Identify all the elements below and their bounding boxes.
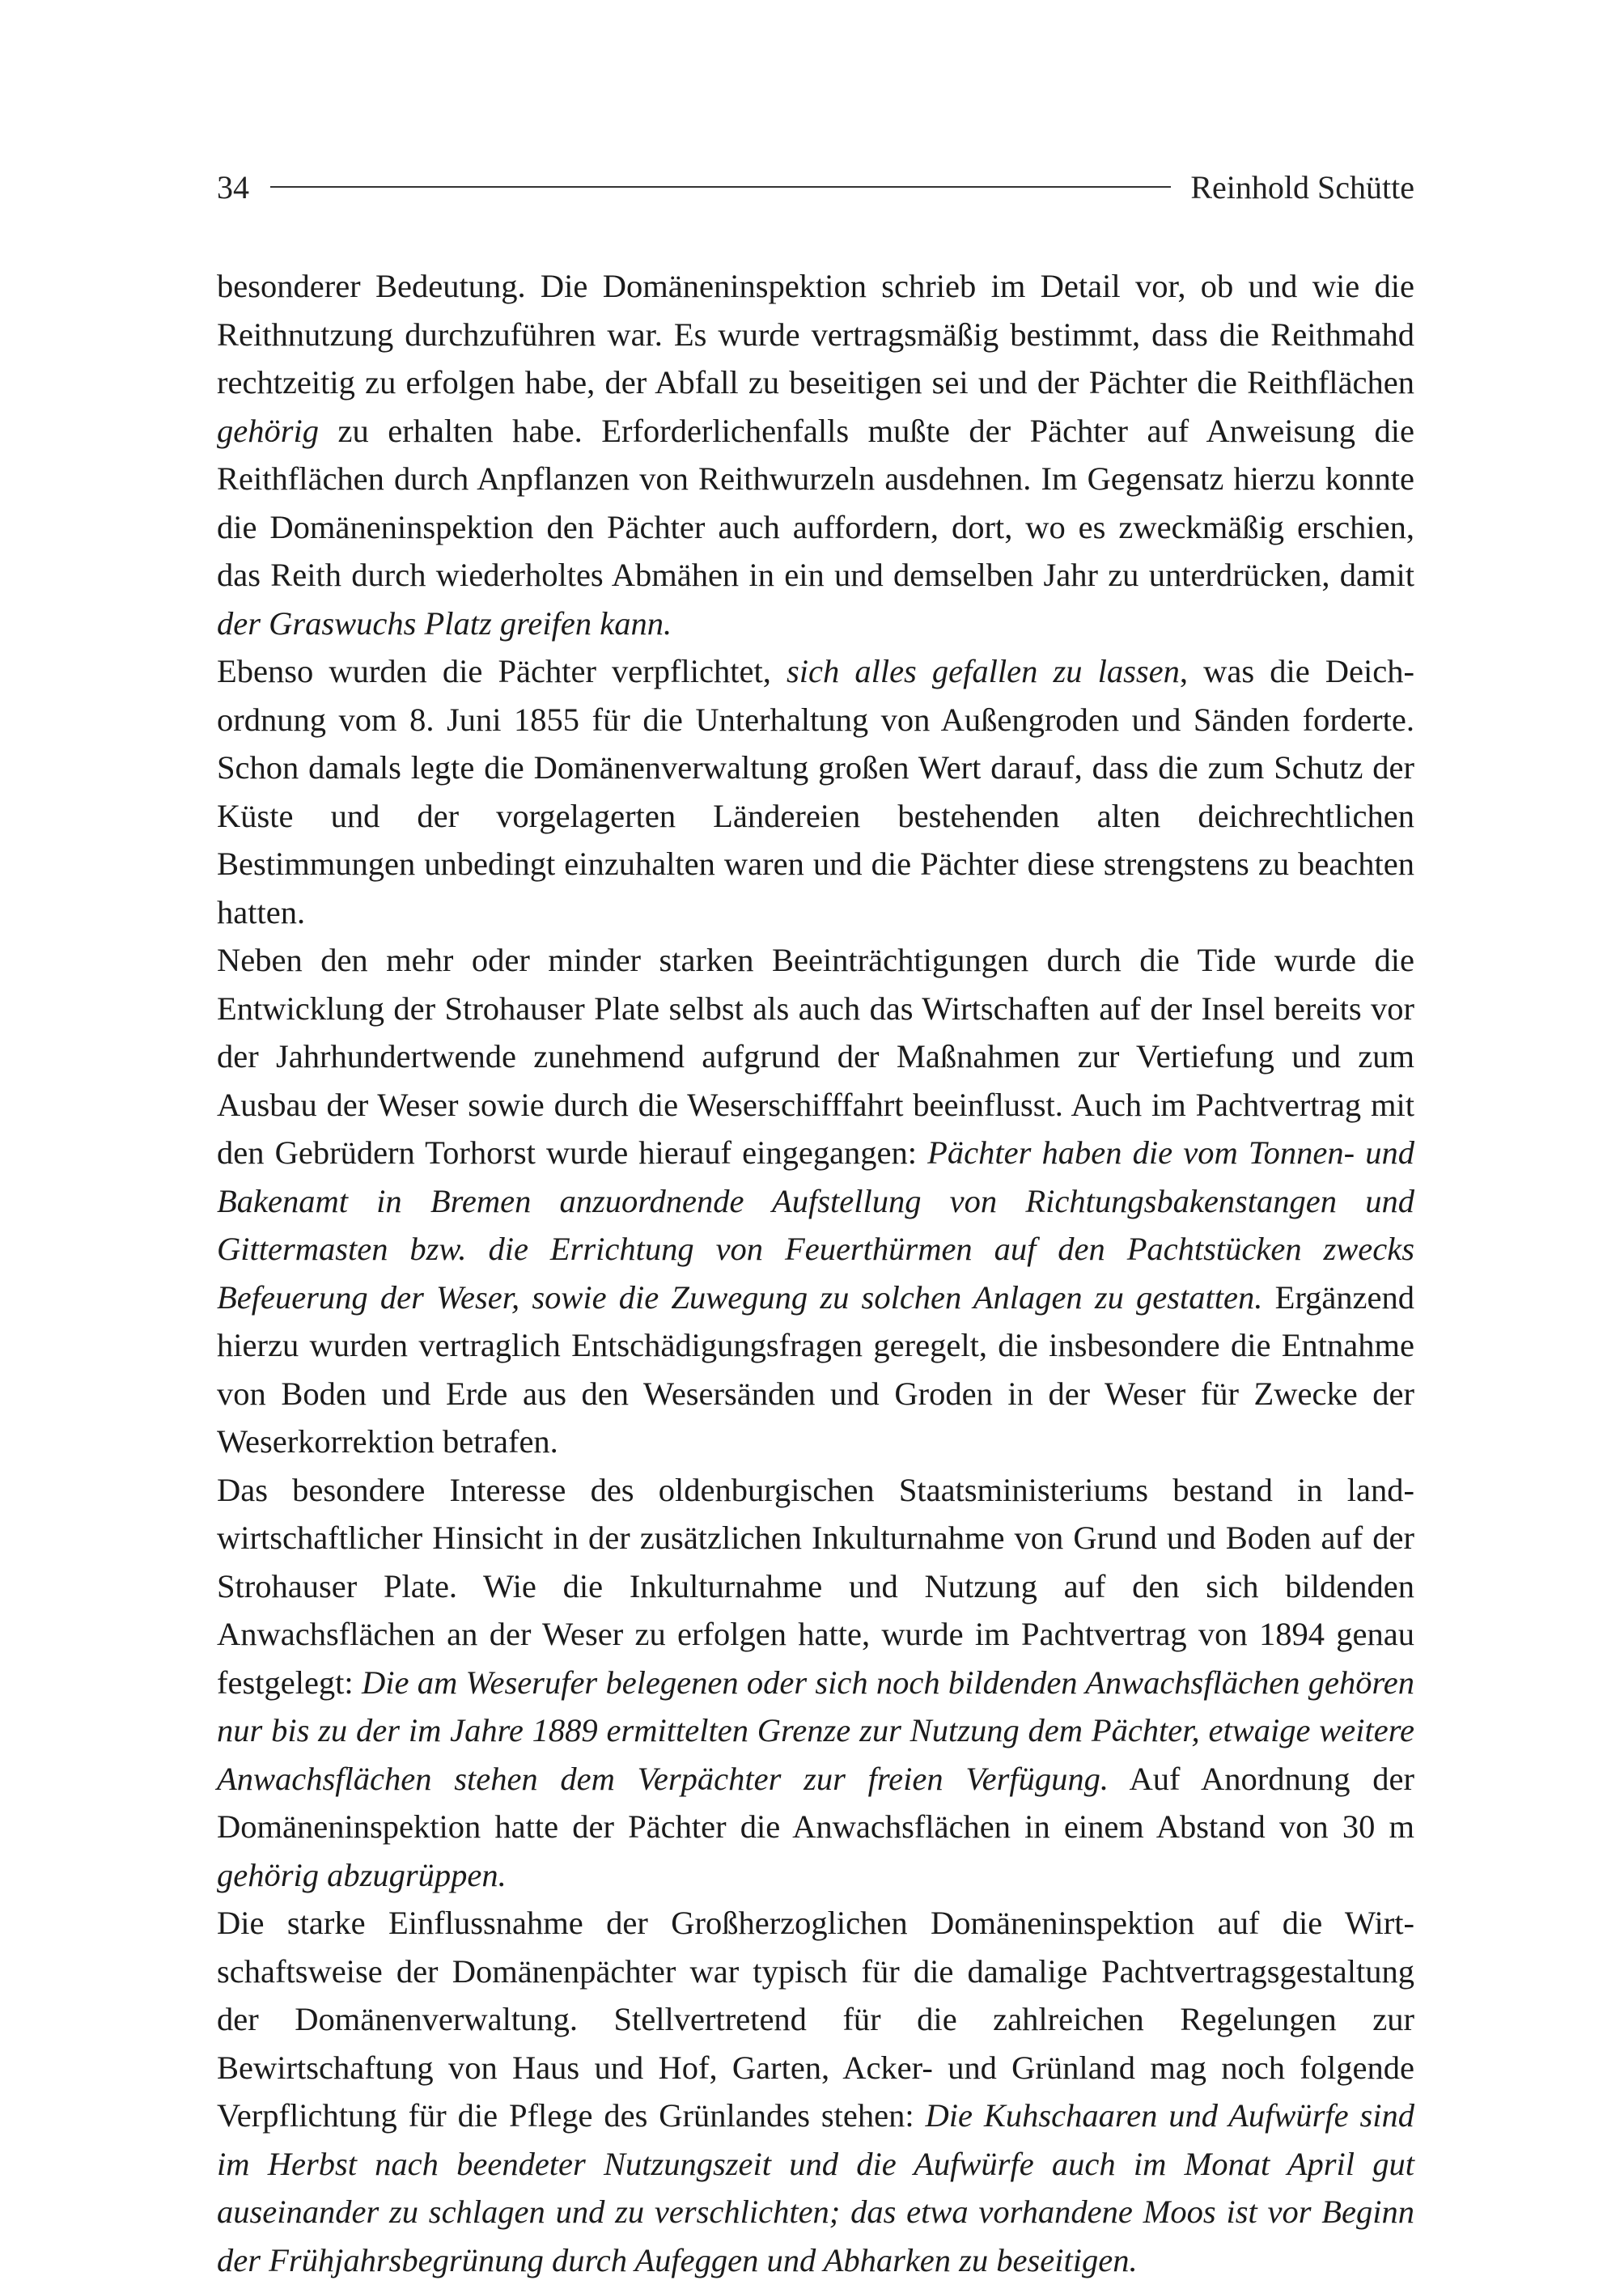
italic-quote: Die am Weserufer belegenen oder sich noch bildenden Anwachsflächen gehören nur bis zu der im Jahre 1889 ermittelten Grenze zur Nutzung dem Pächter, etwaige weitere Anwachsflächen stehen dem Verpächter zur freien Verfügung.: [217, 1664, 1414, 1797]
italic-quote: gehörig: [217, 412, 319, 449]
text-run: , was die Deichordnung vom 8. Juni 1855 für die Unterhaltung von Außengroden und Sänden forderte. Schon damals legte die Domänenverwaltung großen Wert darauf, dass die zum Schutz der Küste und der vorgelagerten Ländereien bestehenden alten deichrechtlichen Bestimmungen unbedingt einzuhalten waren und die Pächter diese strengstens zu beachten hatten.: [217, 653, 1415, 930]
italic-quote: der Graswuchs Platz greifen kann.: [217, 604, 672, 642]
text-run: Das besondere Interesse des oldenburgischen Staatsministeriums bestand in landwirtschaftlicher Hinsicht in der zusätzlichen Inkulturnahme von Grund und Boden auf der Strohauser Plate. Wie die Inkulturnahme und Nutzung auf den sich bildenden Anwachsflächen an der Weser zu erfolgen hatte, wurde im Pachtvertrag von 1894 genau festgelegt:: [217, 1471, 1414, 1701]
text-run: Die starke Einflussnahme der Großherzoglichen Domäneninspektion auf die Wirtschaftsweise der Domänenpächter war typisch für die damalige Pachtvertragsgestaltung der Domänenverwaltung. Stellvertretend für die zahlreichen Regelungen zur Bewirtschaftung von Haus und Hof, Garten, Acker- und Grünland mag noch folgende Verpflichtung für die Pflege des Grünlandes stehen:: [217, 1905, 1414, 2134]
italic-quote: gehörig abzugrüppen.: [217, 1856, 507, 1893]
text-run: zu erhalten habe. Erforderlichenfalls mußte der Pächter auf Anweisung die Reithflächen durch Anpflanzen von Reithwurzeln ausdehnen. Im Gegensatz hierzu konnte die Domäneninspektion den Pächter auch auffordern, dort, wo es zweckmäßig erschien, das Reith durch wiederholtes Abmähen in ein und demselben Jahr zu unterdrücken, damit: [217, 412, 1414, 593]
paragraph: [217, 1899, 1414, 2284]
page-number: 34: [217, 168, 249, 206]
body-text: [217, 262, 1414, 2284]
paragraph: [217, 647, 1414, 936]
text-run: Auf Anordnung der Domäneninspektion hatte der Pächter die Anwachsflächen in einem Abstand von 30 m: [217, 1760, 1414, 1845]
text-run: besonderer Bedeutung. Die Domäneninspektion schrieb im Detail vor, ob und wie die Reithnutzung durchzuführen war. Es wurde vertragsmäßig bestimmt, dass die Reithmahd rechtzeitig zu erfolgen habe, der Abfall zu beseitigen sei und der Pächter die Reithflächen: [217, 268, 1414, 401]
paragraph: [217, 1466, 1414, 1900]
text-run: Neben den mehr oder minder starken Beeinträchtigungen durch die Tide wurde die Entwicklung der Strohauser Plate selbst als auch das Wirtschaften auf der Insel bereits vor der Jahrhundertwende zunehmend aufgrund der Maßnahmen zur Vertiefung und zum Ausbau der Weser sowie durch die Weserschifffahrt beeinflusst. Auch im Pachtvertrag mit den Gebrüdern Torhorst wurde hierauf eingegangen:: [217, 942, 1414, 1171]
italic-quote: Pächter haben die vom Tonnen- und Bakenamt in Bremen anzuordnende Aufstellung von Richtungsbakenstangen und Gittermasten bzw. die Errichtung von Feuerthürmen auf den Pachtstücken zwecks Befeuerung der Weser, sowie die Zuwegung zu solchen Anlagen zu gestatten.: [217, 1134, 1414, 1316]
running-header-author: Reinhold Schütte: [1190, 168, 1414, 206]
text-run: Ergänzend hierzu wurden vertraglich Entschädigungsfragen geregelt, die insbesondere die Entnahme von Boden und Erde aus den Wesersänden und Groden in der Weser für Zwecke der Weserkorrektion betrafen.: [217, 1278, 1415, 1460]
italic-quote: Die Kuhschaaren und Aufwürfe sind im Herbst nach beendeter Nutzungszeit und die Aufwürfe auch im Monat April gut auseinander zu schlagen und zu verschlichten; das etwa vorhandene Moos ist vor Beginn der Frühjahrsbegrünung durch Aufeggen und Abharken zu beseitigen.: [217, 2097, 1414, 2278]
paragraph: [217, 262, 1414, 647]
text-run: Ebenso wurden die Pächter verpflichtet,: [217, 653, 787, 689]
paragraph: [217, 936, 1414, 1466]
italic-quote: sich alles gefallen zu lassen: [786, 653, 1180, 689]
header-rule: [270, 186, 1171, 188]
running-header: [217, 159, 1414, 215]
